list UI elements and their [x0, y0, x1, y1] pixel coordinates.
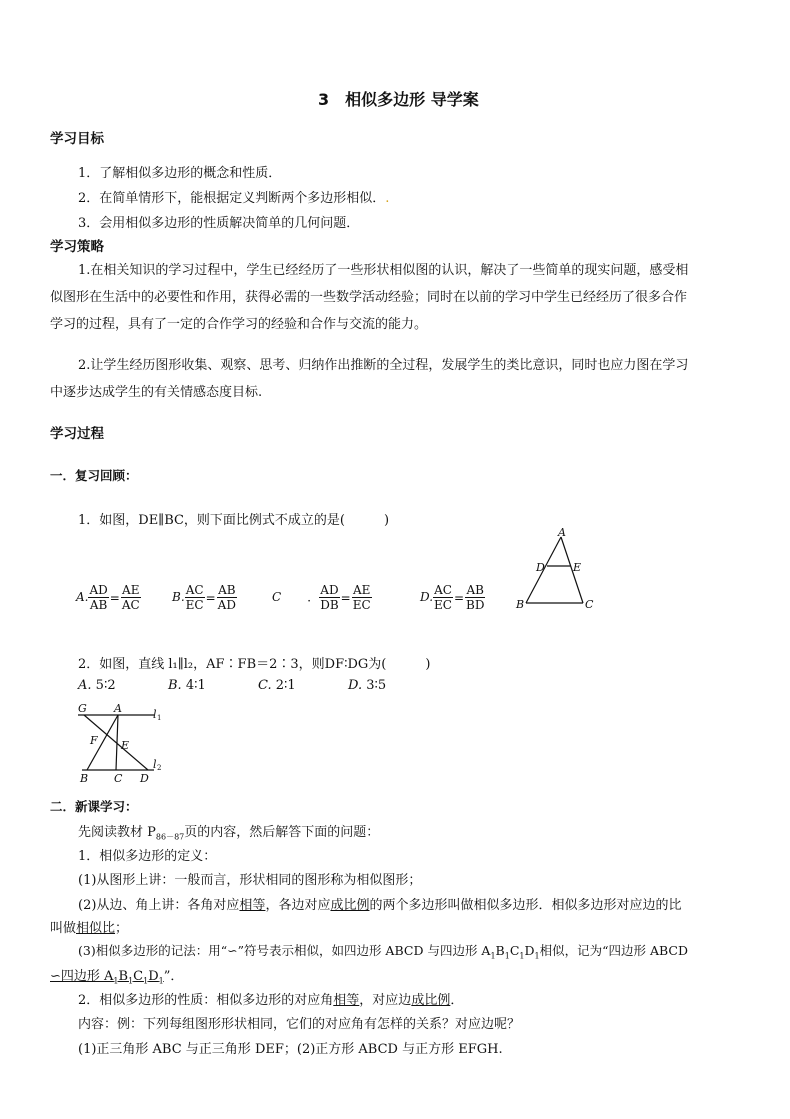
label-b: B: [516, 598, 525, 611]
reading-instruction: 先阅读教材 $P_{86-87}$页的内容，然后解答下面的问题：: [78, 825, 380, 842]
label-c: C: [585, 598, 594, 611]
definition-2-line2: 叫做相似比；: [50, 921, 129, 936]
label-a: A: [558, 526, 566, 539]
question-1: 1．如图，DE∥BC，则下面比例式不成立的是( ): [78, 513, 390, 528]
q1-option-b[interactable]: B. $\frac{AC}{EC}$ = $\frac{AB}{AD}$: [172, 583, 236, 612]
goal-item: 1．了解相似多边形的概念和性质．: [78, 166, 282, 181]
label-a2: A: [114, 702, 122, 715]
q1-option-d[interactable]: D. $\frac{AC}{EC}$ = $\frac{AB}{BD}$: [420, 583, 485, 612]
parallel-lines-figure: [74, 700, 174, 786]
strategy-para1-line: 学习的过程，具有了一定的合作学习的经验和合作与交流的能力。: [50, 317, 428, 332]
definition-3-line2: ∽四边形 $A_1B_1C_1D_1$”．: [50, 969, 184, 986]
label-l2-sub: 2: [157, 764, 162, 772]
definition-3: (3)相似多边形的记法：用“∽”符号表示相似，如四边形 ABCD 与四边形 $A_1B_1C_1D_1$相似，记为“四边形 ABCD: [78, 943, 689, 961]
strategy-para1-line: 1.在相关知识的学习过程中，学生已经经历了一些形状相似图的认识，解决了一些简单的现实问题，感受相: [78, 263, 689, 278]
q2-option-c[interactable]: C. 2∶1: [258, 678, 296, 693]
label-l2: l: [153, 758, 157, 771]
label-g: G: [78, 702, 87, 715]
definition-1: (1)从图形上讲：一般而言，形状相同的图形称为相似图形；: [78, 873, 422, 888]
example: (1)正三角形 ABC 与正三角形 DEF；(2)正方形 ABCD 与正方形 EFGH.: [78, 1042, 503, 1057]
triangle-figure: [510, 526, 600, 614]
label-c2: C: [114, 772, 123, 785]
q2-option-d[interactable]: D. 3∶5: [348, 678, 387, 693]
label-l1-sub: 1: [157, 714, 162, 722]
stray-dot: .: [385, 191, 390, 206]
process-heading: 学习过程: [50, 426, 104, 442]
new-lesson-heading: 二．新课学习：: [50, 799, 138, 814]
question-2: 2．如图，直线 l₁∥l₂，AF∶FB＝2∶3，则DF∶DG为( ): [78, 657, 431, 672]
strategy-para2-line: 2.让学生经历图形收集、观察、思考、归纳作出推断的全过程，发展学生的类比意识，同时也应力图在学习: [78, 358, 689, 373]
q1-option-a[interactable]: A. $\frac{AD}{AB}$ = $\frac{AE}{AC}$: [76, 583, 140, 612]
label-e2: E: [121, 739, 130, 752]
label-f: F: [90, 734, 98, 747]
strategy-para1-line: 似图形在生活中的必要性和作用，获得必需的一些数学活动经验；同时在以前的学习中学生已经经历了很多合作: [50, 290, 688, 305]
strategy-para2-line: 中逐步达成学生的有关情感态度目标.: [50, 385, 263, 400]
label-d2: D: [140, 772, 149, 785]
definition-title: 1．相似多边形的定义：: [78, 849, 217, 864]
label-b2: B: [80, 772, 89, 785]
goals-heading: 学习目标: [50, 131, 104, 147]
q2-option-a[interactable]: A. 5∶2: [78, 678, 116, 693]
goal-item: 2．在简单情形下，能根据定义判断两个多边形相似．.: [78, 191, 390, 206]
q2-option-b[interactable]: B. 4∶1: [168, 678, 206, 693]
label-d: D: [536, 561, 545, 574]
page-title: 3 相似多边形 导学案: [318, 90, 479, 109]
q1-option-c[interactable]: C ． $\frac{AD}{DB}$ = $\frac{AE}{EC}$: [272, 583, 371, 612]
label-e: E: [573, 561, 582, 574]
label-l1: l: [153, 708, 157, 721]
strategy-heading: 学习策略: [50, 239, 104, 255]
property: 2．相似多边形的性质：相似多边形的对应角相等，对应边成比例．: [78, 993, 464, 1008]
definition-2: (2)从边、角上讲：各角对应相等，各边对应成比例的两个多边形叫做相似多边形．相似多边形对应边的比: [78, 898, 682, 913]
content-question: 内容：例：下列每组图形形状相同，它们的对应角有怎样的关系？对应边呢？: [78, 1017, 521, 1032]
review-heading: 一．复习回顾：: [50, 468, 138, 483]
goal-item: 3．会用相似多边形的性质解决简单的几何问题．: [78, 216, 360, 231]
